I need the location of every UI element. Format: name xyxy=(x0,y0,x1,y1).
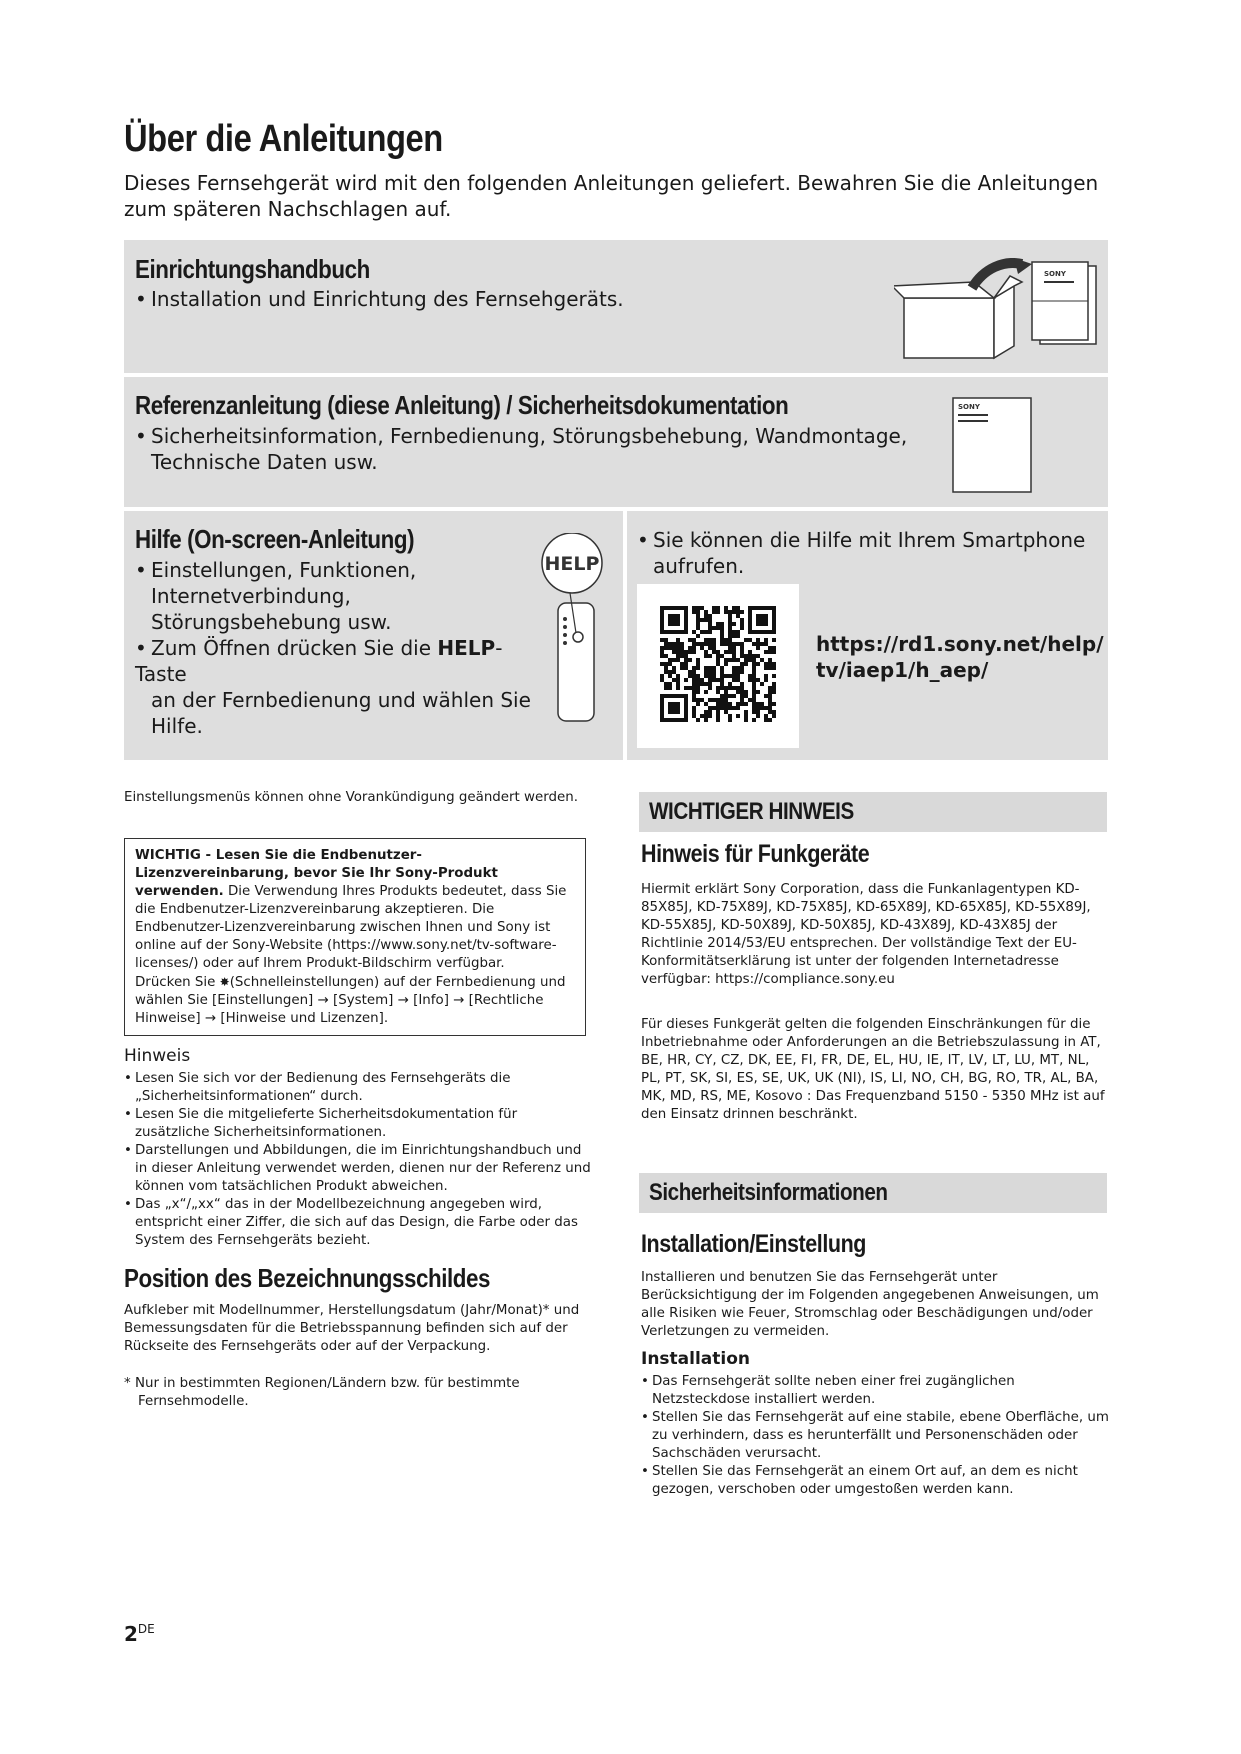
help-title: Hilfe (On-screen-Anleitung) xyxy=(135,524,415,554)
list-item: • Das Fernsehgerät sollte neben einer frei zugänglichen Netzsteckdose installiert werden. xyxy=(641,1373,1109,1409)
installation-text: Installieren und benutzen Sie das Fernsehgerät unter Berücksichtigung der im Folgenden angegebenen Anweisungen, um alle Risiken wie Feuer, Stromschlag oder Beschädigungen und/oder Verletzungen zu vermeiden. xyxy=(641,1270,1099,1339)
sony-logo-text: SONY xyxy=(1044,270,1066,278)
important-notice-bar: WICHTIGER HINWEIS xyxy=(639,792,1107,832)
list-item: • Stellen Sie das Fernsehgerät auf eine stabile, ebene Oberfläche, um zu verhindern, dass es herunterfällt und Personenschäden oder Sachschäden verursacht. xyxy=(641,1409,1109,1463)
reference-guide-title: Referenzanleitung (diese Anleitung) / Sicherheitsdokumentation xyxy=(135,390,789,420)
svg-text:SONY: SONY xyxy=(958,403,980,411)
safety-info-bar: Sicherheitsinformationen xyxy=(639,1173,1107,1213)
intro-text: Dieses Fernsehgerät wird mit den folgenden Anleitungen geliefert. Bewahren Sie die Anleitungen zum späteren Nachschlagen auf. xyxy=(124,171,1099,221)
smartphone-bullet: • Sie können die Hilfe mit Ihrem Smartphone aufrufen. xyxy=(637,528,1086,578)
label-position-title: Position des Bezeichnungsschildes xyxy=(124,1263,491,1293)
qr-code xyxy=(637,584,799,748)
setup-guide-panel xyxy=(124,240,1108,373)
settings-note: Einstellungsmenüs können ohne Vorankündigung geändert werden. xyxy=(124,790,578,805)
radio-notice-title: Hinweis für Funkgeräte xyxy=(641,840,870,868)
eula-box: WICHTIG - Lesen Sie die Endbenutzer-Lizenzvereinbarung, bevor Sie Ihr Sony-Produkt verwenden. Die Verwendung Ihres Produkts bedeutet, dass Sie die Endbenutzer-Lizenzvereinbarung akzeptieren. Die Endbenutzer-Lizenzvereinbarung zwischen Ihnen und Sony ist online auf der Sony-Website (https://www.sony.net/tv-software-licenses/) oder auf Ihrem Produkt-Bildschirm verfügbar. Drücken Sie ✸(Schnelleinstellungen) auf der Fernbedienung und wählen Sie [Einstellungen] → [System] → [Info] → [Rechtliche Hinweise] → [Hinweise und Lizenzen]. xyxy=(124,838,586,1036)
installation-list xyxy=(641,1373,1109,1499)
setup-guide-title: Einrichtungshandbuch xyxy=(135,254,370,284)
page-number: 2DE xyxy=(124,1622,155,1646)
reference-guide-panel xyxy=(124,377,1108,507)
list-item: • Das „x“/„xx“ das in der Modellbezeichnung angegeben wird, entspricht einer Ziffer, die sich auf das Design, die Farbe oder das System des Fernsehgeräts bezieht. xyxy=(124,1196,594,1250)
label-position-text: Aufkleber mit Modellnummer, Herstellungsdatum (Jahr/Monat)* und Bemessungsdaten für die Betriebsspannung befinden sich auf der Rückseite des Fernsehgeräts oder auf der Verpackung. xyxy=(124,1303,580,1354)
label-position-footnote: * Nur in bestimmten Regionen/Ländern bzw. für bestimmte Fernsehmodelle. xyxy=(124,1376,520,1409)
installation-subheading: Installation xyxy=(641,1349,751,1369)
remote-help-icon xyxy=(538,533,618,727)
svg-text:HELP: HELP xyxy=(544,553,600,575)
list-item: • Stellen Sie das Fernsehgerät an einem Ort auf, an dem es nicht gezogen, verschoben oder umgestoßen werden kann. xyxy=(641,1463,1109,1499)
booklet-icon xyxy=(952,397,1034,495)
reference-guide-bullet: • Sicherheitsinformation, Fernbedienung, Störungsbehebung, Wandmontage, Technische Daten usw. xyxy=(135,424,908,474)
setup-guide-bullet: • Installation und Einrichtung des Fernsehgeräts. xyxy=(135,287,624,311)
box-manual-icon xyxy=(894,258,1102,368)
help-url[interactable]: https://rd1.sony.net/help/ tv/iaep1/h_aep/ xyxy=(816,632,1104,682)
installation-title: Installation/Einstellung xyxy=(641,1230,867,1258)
radio-restrictions-text: Für dieses Funkgerät gelten die folgenden Einschränkungen für die Inbetriebnahme oder Anforderungen an die Betriebszulassung in AT, BE, HR, CY, CZ, DK, EE, FI, FR, DE, EL, HU, IE, IT, LV, LT, LU, MT, NL, PL, PT, SK, SI, ES, SE, UK, UK (NI), IS, LI, NO, CH, BG, RO, TR, AL, BA, MK, MD, RS, ME, Kosovo : Das Frequenzband 5150 - 5350 MHz ist auf den Einsatz drinnen beschränkt. xyxy=(641,1017,1105,1122)
page-title: Über die Anleitungen xyxy=(124,118,443,160)
radio-notice-text: Hiermit erklärt Sony Corporation, dass die Funkanlagentypen KD-85X85J, KD-75X89J, KD-75X85J, KD-65X89J, KD-65X85J, KD-55X89J, KD-55X85J, KD-50X89J, KD-50X85J, KD-43X89J, KD-43X85J der Richtlinie 2014/53/EU entsprechen. Der vollständige Text der EU-Konformitätserklärung ist unter der folgenden Internetadresse verfügbar: https://compliance.sony.eu xyxy=(641,882,1091,987)
quick-settings-icon: ✸ xyxy=(219,975,230,989)
list-item: • Lesen Sie sich vor der Bedienung des Fernsehgeräts die „Sicherheitsinformationen“ durch. xyxy=(124,1070,594,1106)
list-item: • Darstellungen und Abbildungen, die im Einrichtungshandbuch und in dieser Anleitung verwendet werden, dienen nur der Referenz und können vom tatsächlichen Produkt abweichen. xyxy=(124,1142,594,1196)
hinweis-heading: Hinweis xyxy=(124,1046,191,1066)
help-panel xyxy=(124,511,623,760)
list-item: • Lesen Sie die mitgelieferte Sicherheitsdokumentation für zusätzliche Sicherheitsinformationen. xyxy=(124,1106,594,1142)
hinweis-list xyxy=(124,1070,594,1250)
help-bullets: • Einstellungen, Funktionen, Internetverbindung, Störungsbehebung usw. • Zum Öffnen drücken Sie die HELP-Taste an der Fernbedienung und wählen Sie Hilfe. xyxy=(135,558,531,738)
